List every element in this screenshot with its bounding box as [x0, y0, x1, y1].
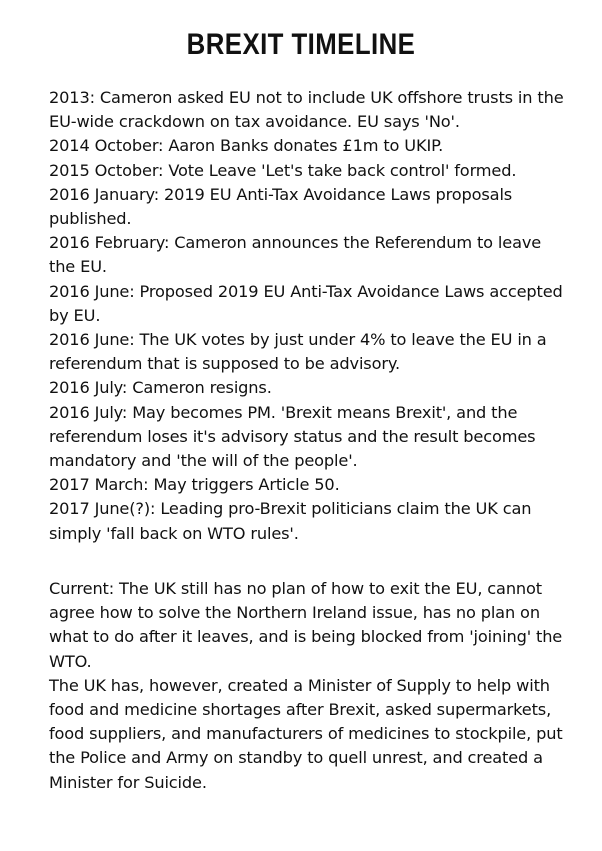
government-actions-paragraph: The UK has, however, created a Minister of Supply to help with food and medicine shortages after Brexit, asked supermarkets, food suppliers, and manufacturers of medicines to stockpile, put the Police and Army on standby to quell unrest, and created a Minister for Suicide.	[49, 675, 563, 792]
timeline-entry: 2016 July: May becomes PM. 'Brexit means Brexit', and the referendum loses it's advisory status and the result becomes mandatory and 'the will of the people'.	[49, 402, 536, 471]
timeline-entry: 2017 March: May triggers Article 50.	[49, 475, 340, 495]
timeline-entry: 2013: Cameron asked EU not to include UK offshore trusts in the EU-wide crackdown on tax avoidance. EU says 'No'.	[49, 88, 564, 132]
timeline-entry: 2015 October: Vote Leave 'Let's take back control' formed.	[49, 160, 517, 180]
timeline-entry: 2016 July: Cameron resigns.	[49, 378, 272, 398]
timeline-entry: 2014 October: Aaron Banks donates £1m to UKIP.	[49, 136, 444, 156]
timeline-entry: 2016 June: The UK votes by just under 4% to leave the EU in a referendum that is supposed to be advisory.	[49, 330, 547, 374]
timeline-entry: 2016 February: Cameron announces the Referendum to leave the EU.	[49, 233, 542, 277]
timeline-entry: 2016 June: Proposed 2019 EU Anti-Tax Avoidance Laws accepted by EU.	[49, 281, 563, 325]
current-status-paragraph: Current: The UK still has no plan of how to exit the EU, cannot agree how to solve the Northern Ireland issue, has no plan on what to do after it leaves, and is being blocked from 'joining' the WTO.	[49, 579, 563, 671]
page-title: BREXIT TIMELINE	[186, 28, 416, 61]
timeline-entry: 2017 June(?): Leading pro-Brexit politicians claim the UK can simply 'fall back on WTO rules'.	[49, 499, 532, 543]
timeline-entry: 2016 January: 2019 EU Anti-Tax Avoidance Laws proposals published.	[49, 184, 513, 229]
timeline-list	[49, 86, 564, 546]
current-status-section	[49, 577, 564, 795]
